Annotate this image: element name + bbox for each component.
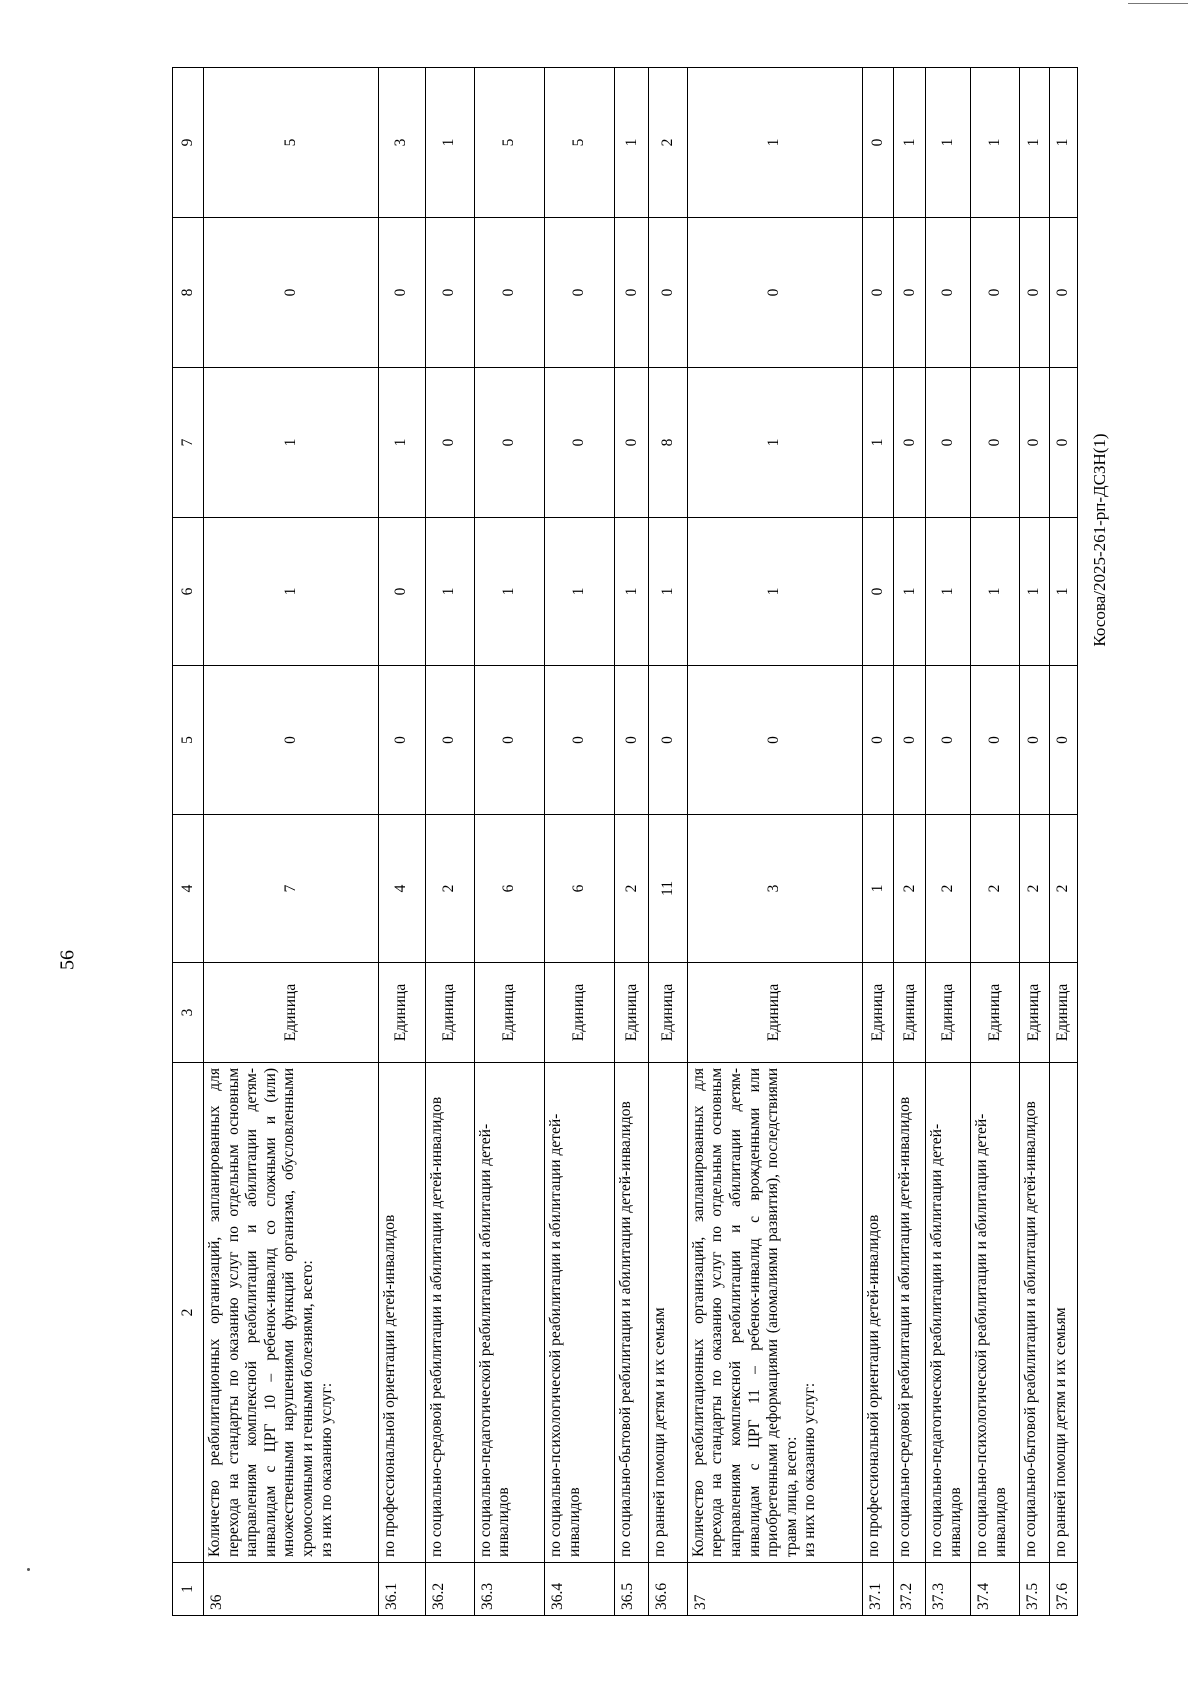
row-description: по социально-средовой реабилитации и абилитации детей-инвалидов — [894, 1063, 926, 1563]
value-cell: 1 — [204, 368, 379, 518]
row-number: 36.5 — [615, 1563, 649, 1616]
value-cell: 0 — [649, 218, 687, 368]
value-cell: 0 — [926, 666, 971, 815]
row-number: 36 — [204, 1563, 379, 1616]
value-cell: 0 — [204, 218, 379, 368]
value-cell: 0 — [971, 666, 1020, 815]
value-cell: 0 — [894, 218, 926, 368]
document-code: Косова/2025-261-рп-ДСЗН(1) — [1090, 433, 1109, 647]
value-cell: 0 — [378, 518, 425, 666]
value-cell: 0 — [926, 368, 971, 518]
value-cell: 3 — [687, 815, 862, 963]
value-cell: 1 — [971, 518, 1020, 666]
row-description: Количество реабилитационных организаций, запланированных для перехода на стандарты по оказанию услуг по отдельным основным направлениям комплексной реабилитации и абилитации детям-инвалидам с ЦРГ 11 – ребенок-инвалид с врожденными или приобретенными деформациями (аномалиями развития), последствиями травм лица, всего: из них по оказанию услуг: — [687, 1063, 862, 1563]
value-cell: 1 — [1020, 68, 1050, 218]
value-cell: 7 — [204, 815, 379, 963]
row-description: по социально-средовой реабилитации и абилитации детей-инвалидов — [425, 1063, 474, 1563]
row-number: 36.3 — [474, 1563, 544, 1616]
value-cell: 0 — [425, 218, 474, 368]
table-row — [649, 68, 687, 1616]
value-cell: 0 — [378, 666, 425, 815]
value-cell: 1 — [204, 518, 379, 666]
value-cell: 5 — [204, 68, 379, 218]
value-cell: 1 — [687, 68, 862, 218]
table-row — [474, 68, 544, 1616]
table-row — [687, 68, 862, 1616]
row-subtitle: из них по оказанию услуг: — [801, 1382, 819, 1557]
value-cell: 0 — [687, 218, 862, 368]
column-header: 7 — [173, 368, 204, 518]
unit-cell: Единица — [971, 963, 1020, 1063]
value-cell: 2 — [615, 815, 649, 963]
unit-cell: Единица — [204, 963, 379, 1063]
unit-cell: Единица — [894, 963, 926, 1063]
table-row — [544, 68, 614, 1616]
row-number: 36.1 — [378, 1563, 425, 1616]
table-row — [894, 68, 926, 1616]
column-header: 1 — [173, 1563, 204, 1616]
value-cell: 1 — [615, 518, 649, 666]
scan-dot — [27, 1568, 30, 1571]
value-cell: 0 — [971, 368, 1020, 518]
value-cell: 1 — [649, 518, 687, 666]
row-number: 36.4 — [544, 1563, 614, 1616]
row-number: 37.6 — [1050, 1563, 1078, 1616]
value-cell: 0 — [1050, 666, 1078, 815]
row-description: по социально-педагогической реабилитации и абилитации детей-инвалидов — [474, 1063, 544, 1563]
table-row — [1050, 68, 1078, 1616]
value-cell: 1 — [544, 518, 614, 666]
value-cell: 1 — [971, 68, 1020, 218]
table-row — [862, 68, 894, 1616]
value-cell: 8 — [649, 368, 687, 518]
row-subtitle: из них по оказанию услуг: — [317, 1382, 335, 1557]
value-cell: 0 — [1020, 368, 1050, 518]
value-cell: 2 — [1050, 815, 1078, 963]
value-cell: 0 — [474, 666, 544, 815]
value-cell: 1 — [926, 518, 971, 666]
column-header: 4 — [173, 815, 204, 963]
value-cell: 1 — [894, 68, 926, 218]
row-description: по профессиональной ориентации детей-инвалидов — [862, 1063, 894, 1563]
row-description: по ранней помощи детям и их семьям — [649, 1063, 687, 1563]
value-cell: 1 — [1050, 68, 1078, 218]
value-cell: 1 — [687, 368, 862, 518]
value-cell: 0 — [544, 368, 614, 518]
value-cell: 0 — [615, 666, 649, 815]
value-cell: 5 — [544, 68, 614, 218]
unit-cell: Единица — [687, 963, 862, 1063]
row-number: 37 — [687, 1563, 862, 1616]
row-description: по социально-психологической реабилитации и абилитации детей-инвалидов — [544, 1063, 614, 1563]
value-cell: 1 — [862, 815, 894, 963]
row-description: по социально-педагогической реабилитации и абилитации детей-инвалидов — [926, 1063, 971, 1563]
value-cell: 2 — [649, 68, 687, 218]
value-cell: 0 — [1050, 218, 1078, 368]
row-number: 36.2 — [425, 1563, 474, 1616]
value-cell: 2 — [1020, 815, 1050, 963]
value-cell: 6 — [544, 815, 614, 963]
table-row — [926, 68, 971, 1616]
value-cell: 0 — [378, 218, 425, 368]
value-cell: 2 — [926, 815, 971, 963]
value-cell: 4 — [378, 815, 425, 963]
unit-cell: Единица — [926, 963, 971, 1063]
value-cell: 1 — [378, 368, 425, 518]
column-header: 6 — [173, 518, 204, 666]
scan-edge-line — [1128, 3, 1188, 4]
unit-cell: Единица — [474, 963, 544, 1063]
value-cell: 2 — [971, 815, 1020, 963]
value-cell: 6 — [474, 815, 544, 963]
unit-cell: Единица — [615, 963, 649, 1063]
row-number: 37.4 — [971, 1563, 1020, 1616]
column-header: 8 — [173, 218, 204, 368]
unit-cell: Единица — [862, 963, 894, 1063]
row-number: 37.5 — [1020, 1563, 1050, 1616]
value-cell: 0 — [204, 666, 379, 815]
unit-cell: Единица — [1020, 963, 1050, 1063]
table-row — [378, 68, 425, 1616]
value-cell: 0 — [1020, 666, 1050, 815]
table-row — [425, 68, 474, 1616]
value-cell: 0 — [862, 218, 894, 368]
value-cell: 0 — [687, 666, 862, 815]
table-row — [971, 68, 1020, 1616]
row-number: 37.1 — [862, 1563, 894, 1616]
value-cell: 1 — [425, 518, 474, 666]
column-header: 2 — [173, 1063, 204, 1563]
value-cell: 0 — [862, 666, 894, 815]
value-cell: 0 — [862, 68, 894, 218]
unit-cell: Единица — [649, 963, 687, 1063]
rotated-table-container — [172, 68, 1078, 1616]
services-table — [172, 67, 1078, 1616]
unit-cell: Единица — [425, 963, 474, 1063]
value-cell: 1 — [926, 68, 971, 218]
value-cell: 1 — [1020, 518, 1050, 666]
page-number: 56 — [56, 950, 79, 970]
unit-cell: Единица — [1050, 963, 1078, 1063]
table-row — [204, 68, 379, 1616]
value-cell: 0 — [474, 368, 544, 518]
row-description: по социально-психологической реабилитации и абилитации детей-инвалидов — [971, 1063, 1020, 1563]
value-cell: 0 — [544, 218, 614, 368]
value-cell: 2 — [425, 815, 474, 963]
value-cell: 11 — [649, 815, 687, 963]
value-cell: 0 — [615, 368, 649, 518]
row-description: по ранней помощи детям и их семьям — [1050, 1063, 1078, 1563]
value-cell: 2 — [894, 815, 926, 963]
value-cell: 0 — [971, 218, 1020, 368]
value-cell: 1 — [894, 518, 926, 666]
value-cell: 3 — [378, 68, 425, 218]
column-header: 3 — [173, 963, 204, 1063]
value-cell: 1 — [615, 68, 649, 218]
row-number: 37.3 — [926, 1563, 971, 1616]
row-number: 37.2 — [894, 1563, 926, 1616]
table-row — [615, 68, 649, 1616]
row-number: 36.6 — [649, 1563, 687, 1616]
value-cell: 1 — [687, 518, 862, 666]
unit-cell: Единица — [378, 963, 425, 1063]
header-row — [173, 68, 204, 1616]
value-cell: 0 — [615, 218, 649, 368]
value-cell: 0 — [474, 218, 544, 368]
row-description: по социально-бытовой реабилитации и абилитации детей-инвалидов — [1020, 1063, 1050, 1563]
value-cell: 0 — [894, 666, 926, 815]
row-description: по профессиональной ориентации детей-инвалидов — [378, 1063, 425, 1563]
value-cell: 0 — [425, 666, 474, 815]
value-cell: 0 — [926, 218, 971, 368]
table-row — [1020, 68, 1050, 1616]
value-cell: 5 — [474, 68, 544, 218]
value-cell: 0 — [649, 666, 687, 815]
value-cell: 0 — [894, 368, 926, 518]
value-cell: 0 — [425, 368, 474, 518]
value-cell: 0 — [1050, 368, 1078, 518]
row-description: по социально-бытовой реабилитации и абилитации детей-инвалидов — [615, 1063, 649, 1563]
value-cell: 0 — [1020, 218, 1050, 368]
value-cell: 0 — [544, 666, 614, 815]
row-description: Количество реабилитационных организаций, запланированных для перехода на стандарты по оказанию услуг по отдельным основным направлениям комплексной реабилитации и абилитации детям-инвалидам с ЦРГ 10 – ребенок-инвалид со сложными и (или) множественными нарушениями функций организма, обусловленными хромосомными и генными болезнями, всего: из них по оказанию услуг: — [204, 1063, 379, 1563]
unit-cell: Единица — [544, 963, 614, 1063]
column-header: 9 — [173, 68, 204, 218]
value-cell: 1 — [862, 368, 894, 518]
column-header: 5 — [173, 666, 204, 815]
value-cell: 0 — [862, 518, 894, 666]
value-cell: 1 — [1050, 518, 1078, 666]
value-cell: 1 — [425, 68, 474, 218]
value-cell: 1 — [474, 518, 544, 666]
